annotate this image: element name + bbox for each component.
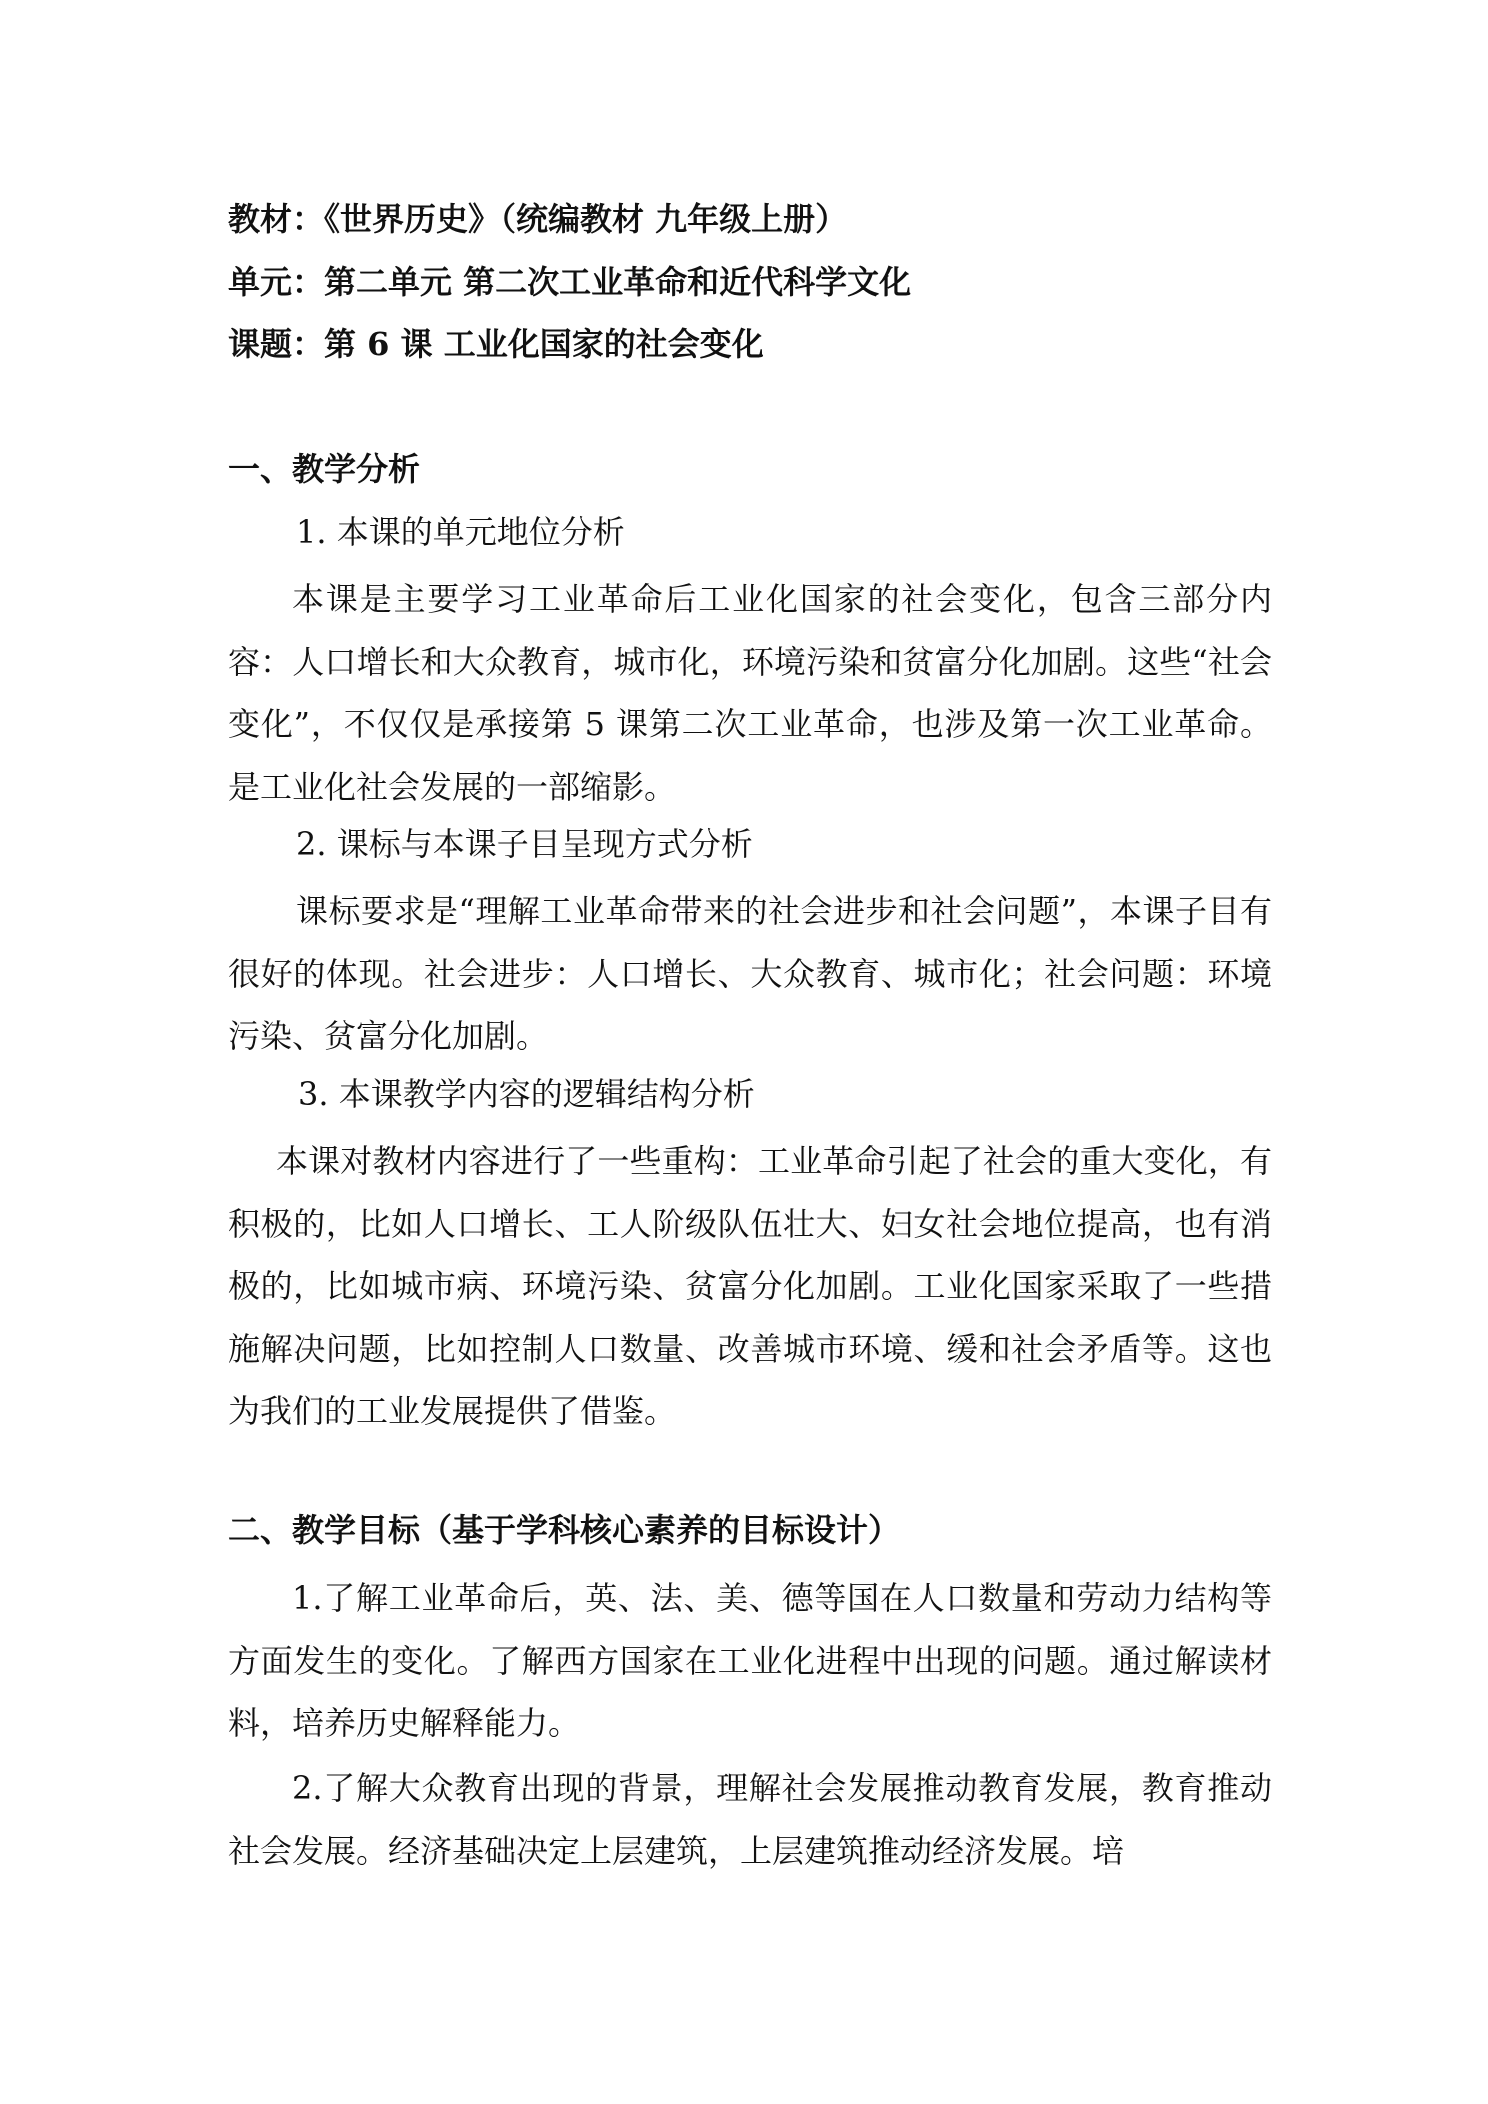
paragraph-curriculum: 课标要求是“理解工业革命带来的社会进步和社会问题”，本课子目有很好的体现。社会进步：人口增长、大众教育、城市化；社会问题：环境污染、贫富分化加剧。 (228, 892, 1272, 1055)
paragraph-unit-position: 本课是主要学习工业革命后工业化国家的社会变化，包含三部分内容：人口增长和大众教育，城市化，环境污染和贫富分化加剧。这些“社会变化”，不仅仅是承接第 5 课第二次工业革命，也涉及第一次工业革命。是工业化社会发展的一部缩影。 (228, 580, 1272, 806)
paragraph-logic-structure: 本课对教材内容进行了一些重构：工业革命引起了社会的重大变化，有积极的，比如人口增长、工人阶级队伍壮大、妇女社会地位提高，也有消极的，比如城市病、环境污染、贫富分化加剧。工业化国家采取了一些措施解决问题，比如控制人口数量、改善城市环境、缓和社会矛盾等。这也为我们的工业发展提供了借鉴。 (228, 1142, 1272, 1430)
subsection-title-unit-position: 1. 本课的单元地位分析 (296, 513, 625, 551)
paragraph-goal-2: 2.了解大众教育出现的背景，理解社会发展推动教育发展，教育推动社会发展。经济基础决定上层建筑，上层建筑推动经济发展。培 (228, 1769, 1272, 1870)
subsection-title-curriculum: 2. 课标与本课子目呈现方式分析 (296, 825, 753, 863)
textbook-line: 教材：《世界历史》（统编教材 九年级上册） (228, 200, 848, 238)
subsection-title-logic-structure: 3. 本课教学内容的逻辑结构分析 (298, 1075, 755, 1113)
unit-line: 单元：第二单元 第二次工业革命和近代科学文化 (228, 263, 912, 301)
section-heading-analysis: 一、教学分析 (228, 450, 421, 488)
section-heading-goals: 二、教学目标（基于学科核心素养的目标设计） (228, 1511, 901, 1549)
lesson-title-line: 课题：第 6 课 工业化国家的社会变化 (228, 325, 764, 363)
paragraph-goal-1: 1.了解工业革命后，英、法、美、德等国在人口数量和劳动力结构等方面发生的变化。了解西方国家在工业化进程中出现的问题。通过解读材料，培养历史解释能力。 (228, 1579, 1272, 1742)
